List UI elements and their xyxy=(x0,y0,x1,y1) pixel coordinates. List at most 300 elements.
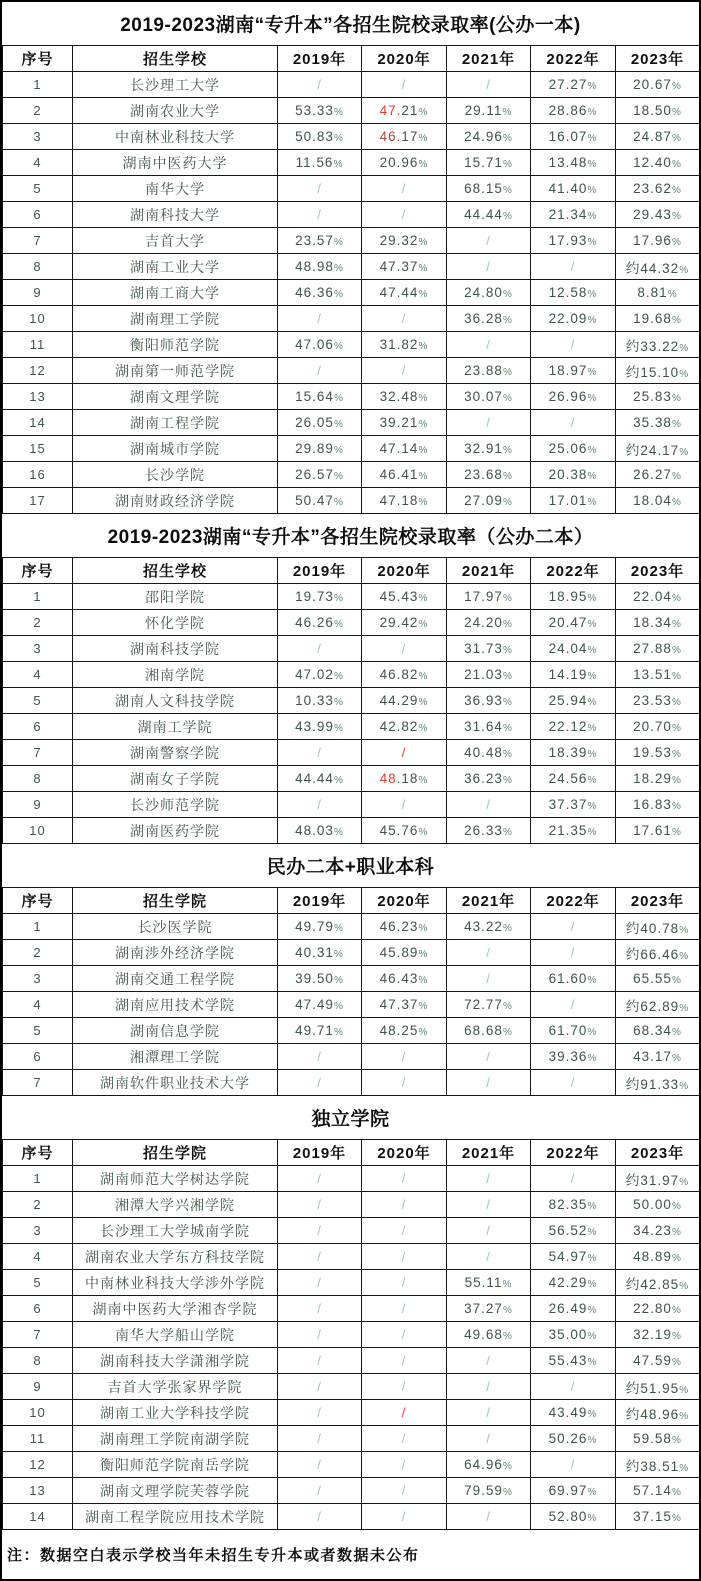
empty-marker: / xyxy=(401,181,407,196)
table-row xyxy=(3,818,700,844)
row-number: 9 xyxy=(3,1374,73,1400)
table-row xyxy=(3,488,700,514)
table-row xyxy=(3,228,700,254)
percent-sign: % xyxy=(671,1357,682,1368)
rate-cell-empty xyxy=(447,1044,531,1070)
column-header: 2022年 xyxy=(531,558,616,584)
rate-cell: 25.83% xyxy=(616,384,700,410)
empty-marker: / xyxy=(486,1197,491,1212)
percent-sign: % xyxy=(671,419,682,430)
percent-sign: % xyxy=(333,723,344,734)
rate-cell: 26.49% xyxy=(531,1296,616,1322)
percent-sign: % xyxy=(671,775,682,786)
red-marked-text: 47. xyxy=(379,103,402,118)
rate-cell: 42.82% xyxy=(362,714,447,740)
table-row xyxy=(3,1322,700,1348)
rate-cell-empty xyxy=(531,1166,616,1192)
empty-marker: / xyxy=(317,363,322,378)
rate-cell-empty xyxy=(362,1426,447,1452)
rate-cell: 26.57% xyxy=(278,462,362,488)
school-name: 湖南应用技术学院 xyxy=(73,992,278,1018)
percent-sign: % xyxy=(671,185,682,196)
rate-cell: 25.06% xyxy=(531,436,616,462)
percent-sign: % xyxy=(587,237,598,248)
rate-cell-empty xyxy=(531,1452,616,1478)
rate-cell-empty xyxy=(278,1374,362,1400)
percent-sign: % xyxy=(671,1305,682,1316)
row-number: 4 xyxy=(3,1244,73,1270)
header-row xyxy=(3,46,700,72)
rate-cell: 27.88% xyxy=(616,636,700,662)
empty-marker: / xyxy=(486,77,491,92)
empty-marker: / xyxy=(486,797,491,812)
table-row xyxy=(3,410,700,436)
column-header: 2020年 xyxy=(362,558,447,584)
table-row xyxy=(3,1296,700,1322)
table-row xyxy=(3,1426,700,1452)
percent-sign: % xyxy=(587,81,598,92)
rate-cell: 55.11% xyxy=(447,1270,531,1296)
rate-cell-empty xyxy=(278,1426,362,1452)
percent-sign: % xyxy=(671,237,682,248)
red-marked-text: 48 xyxy=(379,771,397,786)
empty-marker: / xyxy=(486,259,491,274)
rate-cell: 24.96% xyxy=(447,124,531,150)
table-row xyxy=(3,150,700,176)
percent-sign: % xyxy=(671,645,682,656)
rate-cell-empty xyxy=(278,1348,362,1374)
rate-cell: 39.36% xyxy=(531,1044,616,1070)
rate-cell: 47.02% xyxy=(278,662,362,688)
table-row xyxy=(3,384,700,410)
rate-cell: 39.21% xyxy=(362,410,447,436)
school-name: 湖南信息学院 xyxy=(73,1018,278,1044)
column-header: 2021年 xyxy=(447,888,531,914)
row-number: 8 xyxy=(3,1348,73,1374)
rate-cell: 26.05% xyxy=(278,410,362,436)
table-row xyxy=(3,1270,700,1296)
percent-sign: % xyxy=(418,949,429,960)
rate-cell: 47.49% xyxy=(278,992,362,1018)
row-number: 4 xyxy=(3,662,73,688)
rate-cell: 10.33% xyxy=(278,688,362,714)
rate-cell: 31.73% xyxy=(447,636,531,662)
rate-cell-empty xyxy=(278,72,362,98)
rate-cell-empty xyxy=(531,940,616,966)
rate-cell: 21.35% xyxy=(531,818,616,844)
percent-sign: % xyxy=(418,289,429,300)
table-row xyxy=(3,1400,700,1426)
table-row xyxy=(3,992,700,1018)
percent-sign: % xyxy=(671,697,682,708)
rate-cell-empty xyxy=(447,1192,531,1218)
percent-sign: % xyxy=(502,1279,513,1290)
rate-cell: 24.56% xyxy=(531,766,616,792)
table-title: 独立学院 xyxy=(311,1109,390,1130)
rate-cell: 64.96% xyxy=(447,1452,531,1478)
rate-cell: 36.93% xyxy=(447,688,531,714)
empty-marker: / xyxy=(317,1379,322,1394)
table-row xyxy=(3,662,700,688)
rate-cell: 72.77% xyxy=(447,992,531,1018)
percent-sign: % xyxy=(587,211,598,222)
percent-sign: % xyxy=(418,419,429,430)
percent-sign: % xyxy=(333,619,344,630)
rate-cell: 8.81% xyxy=(616,280,700,306)
school-name: 湖南农业大学东方科技学院 xyxy=(73,1244,278,1270)
table-row xyxy=(3,306,700,332)
percent-sign: % xyxy=(418,341,429,352)
percent-sign: % xyxy=(333,697,344,708)
column-header: 2023年 xyxy=(616,558,700,584)
percent-sign: % xyxy=(671,393,682,404)
percent-sign: % xyxy=(502,133,513,144)
school-name: 湖南人文科技学院 xyxy=(73,688,278,714)
percent-sign: % xyxy=(587,107,598,118)
percent-sign: % xyxy=(418,1001,429,1012)
percent-sign: % xyxy=(587,593,598,604)
empty-marker: / xyxy=(486,1405,491,1420)
rate-cell: 23.88% xyxy=(447,358,531,384)
column-header: 2022年 xyxy=(531,888,616,914)
percent-sign: % xyxy=(333,1027,344,1038)
percent-sign: % xyxy=(587,671,598,682)
table-row xyxy=(3,254,700,280)
row-number: 13 xyxy=(3,1478,73,1504)
percent-sign: % xyxy=(587,367,598,378)
rate-cell-empty xyxy=(278,1166,362,1192)
percent-sign: % xyxy=(418,975,429,986)
percent-sign: % xyxy=(333,923,344,934)
school-name: 湖南工学院 xyxy=(73,714,278,740)
percent-sign: % xyxy=(418,619,429,630)
table-row xyxy=(3,610,700,636)
table-row xyxy=(3,176,700,202)
rate-cell: 49.68% xyxy=(447,1322,531,1348)
rate-cell: 14.19% xyxy=(531,662,616,688)
rate-cell: 44.44% xyxy=(447,202,531,228)
percent-sign: % xyxy=(418,393,429,404)
rate-cell-empty xyxy=(531,1374,616,1400)
percent-sign: % xyxy=(418,471,429,482)
rate-cell-empty xyxy=(278,358,362,384)
empty-marker: / xyxy=(570,1379,576,1394)
empty-marker: / xyxy=(317,1301,322,1316)
rate-cell: 45.89% xyxy=(362,940,447,966)
rate-cell: 18.50% xyxy=(616,98,700,124)
table-row xyxy=(3,688,700,714)
data-table xyxy=(2,45,700,514)
school-name: 湖南城市学院 xyxy=(73,436,278,462)
percent-sign: % xyxy=(587,619,598,630)
rate-cell: 22.04% xyxy=(616,584,700,610)
empty-marker: / xyxy=(317,1483,322,1498)
table-header xyxy=(3,888,700,914)
row-number: 3 xyxy=(3,636,73,662)
rate-cell: 约42.85% xyxy=(616,1270,700,1296)
empty-marker: / xyxy=(486,1075,491,1090)
rate-cell: 47.06% xyxy=(278,332,362,358)
school-name: 湖南女子学院 xyxy=(73,766,278,792)
percent-sign: % xyxy=(587,1279,598,1290)
percent-sign: % xyxy=(333,237,344,248)
school-name: 湖南师范大学树达学院 xyxy=(73,1166,278,1192)
rate-cell: 26.33% xyxy=(447,818,531,844)
rate-cell: 53.33% xyxy=(278,98,362,124)
percent-sign: % xyxy=(502,749,513,760)
empty-marker: / xyxy=(317,1075,322,1090)
percent-sign: % xyxy=(671,749,682,760)
rate-cell-empty xyxy=(362,1244,447,1270)
school-name: 湖南交通工程学院 xyxy=(73,966,278,992)
school-name: 湖南工程学院应用技术学院 xyxy=(73,1504,278,1530)
percent-sign: % xyxy=(333,289,344,300)
percent-sign: % xyxy=(333,775,344,786)
rate-cell: 22.80% xyxy=(616,1296,700,1322)
empty-marker: / xyxy=(486,945,491,960)
header-row xyxy=(3,888,700,914)
table-row xyxy=(3,202,700,228)
percent-sign: % xyxy=(587,1435,598,1446)
percent-sign: % xyxy=(587,1253,598,1264)
percent-sign: % xyxy=(502,185,513,196)
percent-sign: % xyxy=(418,237,429,248)
column-header: 2022年 xyxy=(531,1140,616,1166)
rate-cell: 20.70% xyxy=(616,714,700,740)
rate-cell: 20.47% xyxy=(531,610,616,636)
rate-cell: 55.43% xyxy=(531,1348,616,1374)
percent-sign: % xyxy=(333,975,344,986)
rate-cell: 29.11% xyxy=(447,98,531,124)
school-name: 湘南学院 xyxy=(73,662,278,688)
percent-sign: % xyxy=(502,923,513,934)
empty-marker: / xyxy=(570,337,576,352)
rate-cell: 48.89% xyxy=(616,1244,700,1270)
row-number: 17 xyxy=(3,488,73,514)
table-body xyxy=(3,914,700,1096)
empty-marker: / xyxy=(486,971,491,986)
column-header: 2019年 xyxy=(278,888,362,914)
rate-cell: 16.07% xyxy=(531,124,616,150)
column-header: 2021年 xyxy=(447,46,531,72)
school-name: 怀化学院 xyxy=(73,610,278,636)
rate-cell-empty xyxy=(362,1218,447,1244)
percent-sign: % xyxy=(671,1053,682,1064)
table-row xyxy=(3,332,700,358)
rate-cell: 18.34% xyxy=(616,610,700,636)
row-number: 16 xyxy=(3,462,73,488)
school-name: 湖南科技学院 xyxy=(73,636,278,662)
rate-cell-empty xyxy=(447,1070,531,1096)
data-table xyxy=(2,557,700,844)
rate-cell-empty xyxy=(278,1270,362,1296)
percent-sign: % xyxy=(587,315,598,326)
row-number: 4 xyxy=(3,992,73,1018)
rate-cell-empty xyxy=(362,1478,447,1504)
rate-cell-empty xyxy=(278,306,362,332)
rate-cell-empty xyxy=(362,1504,447,1530)
percent-sign: % xyxy=(587,289,598,300)
empty-marker: / xyxy=(401,1301,407,1316)
percent-sign: % xyxy=(671,159,682,170)
percent-sign: % xyxy=(418,671,429,682)
rate-cell: 35.38% xyxy=(616,410,700,436)
table-row xyxy=(3,1070,700,1096)
empty-marker: / xyxy=(317,745,322,760)
row-number: 10 xyxy=(3,1400,73,1426)
row-number: 10 xyxy=(3,306,73,332)
table-header xyxy=(3,1140,700,1166)
table-private-vocational xyxy=(2,844,699,1096)
percent-sign: % xyxy=(418,723,429,734)
percent-sign: % xyxy=(502,445,513,456)
rate-cell: 12.40% xyxy=(616,150,700,176)
row-number: 14 xyxy=(3,1504,73,1530)
rate-cell-empty xyxy=(531,254,616,280)
rate-cell: 29.32% xyxy=(362,228,447,254)
empty-marker: / xyxy=(317,207,322,222)
percent-sign: % xyxy=(679,950,690,962)
rate-cell: 43.49% xyxy=(531,1400,616,1426)
rate-cell: 27.09% xyxy=(447,488,531,514)
school-name: 湖南涉外经济学院 xyxy=(73,940,278,966)
column-header: 2020年 xyxy=(362,888,447,914)
row-number: 9 xyxy=(3,280,73,306)
percent-sign: % xyxy=(671,1201,682,1212)
percent-sign: % xyxy=(587,775,598,786)
school-name: 衡阳师范学院 xyxy=(73,332,278,358)
row-number: 10 xyxy=(3,818,73,844)
empty-marker: / xyxy=(401,1509,407,1524)
school-name: 湖南工业大学科技学院 xyxy=(73,1400,278,1426)
rate-cell: 17.96% xyxy=(616,228,700,254)
table-row xyxy=(3,1374,700,1400)
rate-cell: 27.27% xyxy=(531,72,616,98)
row-number: 8 xyxy=(3,766,73,792)
empty-marker: / xyxy=(317,1327,322,1342)
table-row xyxy=(3,1452,700,1478)
row-number: 7 xyxy=(3,1322,73,1348)
percent-sign: % xyxy=(679,264,690,276)
row-number: 5 xyxy=(3,176,73,202)
table-body xyxy=(3,72,700,514)
rate-cell: 31.82% xyxy=(362,332,447,358)
empty-marker: / xyxy=(401,1457,407,1472)
rate-cell-empty xyxy=(362,358,447,384)
percent-sign: % xyxy=(502,159,513,170)
rate-cell: 52.80% xyxy=(531,1504,616,1530)
school-name: 湖南文理学院 xyxy=(73,384,278,410)
rate-cell: 25.94% xyxy=(531,688,616,714)
column-header: 序号 xyxy=(3,46,73,72)
rate-cell-empty xyxy=(278,740,362,766)
rate-cell-empty xyxy=(447,1504,531,1530)
table-body xyxy=(3,1166,700,1530)
row-number: 12 xyxy=(3,1452,73,1478)
empty-marker: / xyxy=(401,1327,407,1342)
percent-sign: % xyxy=(587,185,598,196)
rate-cell-empty xyxy=(447,1374,531,1400)
percent-sign: % xyxy=(333,159,344,170)
rate-cell: 50.47% xyxy=(278,488,362,514)
percent-sign: % xyxy=(587,471,598,482)
row-number: 2 xyxy=(3,940,73,966)
rate-cell-empty xyxy=(362,1348,447,1374)
rate-cell: 15.71% xyxy=(447,150,531,176)
table-row xyxy=(3,1244,700,1270)
rate-cell-empty xyxy=(278,1452,362,1478)
rate-cell-empty xyxy=(278,1044,362,1070)
rate-cell-empty xyxy=(447,1426,531,1452)
school-name: 湘潭大学兴湘学院 xyxy=(73,1192,278,1218)
percent-sign: % xyxy=(671,723,682,734)
rate-cell: 47.37% xyxy=(362,254,447,280)
table-row xyxy=(3,1018,700,1044)
column-header: 2023年 xyxy=(616,888,700,914)
school-name: 湖南中医药大学湘杏学院 xyxy=(73,1296,278,1322)
column-header: 2022年 xyxy=(531,46,616,72)
rate-cell: 26.96% xyxy=(531,384,616,410)
column-header: 2021年 xyxy=(447,558,531,584)
table-row xyxy=(3,124,700,150)
table-row xyxy=(3,1218,700,1244)
percent-sign: % xyxy=(502,1027,513,1038)
rate-cell: 约38.51% xyxy=(616,1452,700,1478)
table-row xyxy=(3,462,700,488)
row-number: 4 xyxy=(3,150,73,176)
footnote: 注：数据空白表示学校当年未招生专升本或者数据未公布 xyxy=(7,1546,420,1564)
rate-cell: 约31.97% xyxy=(616,1166,700,1192)
percent-sign: % xyxy=(671,133,682,144)
rate-cell: 35.00% xyxy=(531,1322,616,1348)
row-number: 11 xyxy=(3,1426,73,1452)
school-name: 湖南工程学院 xyxy=(73,410,278,436)
empty-marker: / xyxy=(401,1249,407,1264)
row-number: 5 xyxy=(3,1270,73,1296)
rate-cell: 37.15% xyxy=(616,1504,700,1530)
rate-cell: 43.17% xyxy=(616,1044,700,1070)
rate-cell: 17.01% xyxy=(531,488,616,514)
school-name: 湘潭理工学院 xyxy=(73,1044,278,1070)
data-table xyxy=(2,1139,700,1530)
table-public-tier2 xyxy=(2,514,699,844)
percent-sign: % xyxy=(502,497,513,508)
table-row xyxy=(3,766,700,792)
empty-marker: / xyxy=(401,207,407,222)
percent-sign: % xyxy=(679,924,690,936)
rate-cell: 28.86% xyxy=(531,98,616,124)
percent-sign: % xyxy=(502,1001,513,1012)
rate-cell: 约91.33% xyxy=(616,1070,700,1096)
school-name: 邵阳学院 xyxy=(73,584,278,610)
percent-sign: % xyxy=(587,445,598,456)
rate-cell: 22.12% xyxy=(531,714,616,740)
rate-cell: 约40.78% xyxy=(616,914,700,940)
percent-sign: % xyxy=(679,1176,690,1188)
empty-marker: / xyxy=(317,181,322,196)
table-row xyxy=(3,584,700,610)
rate-cell: 29.43% xyxy=(616,202,700,228)
table-row xyxy=(3,98,700,124)
rate-cell: 18.29% xyxy=(616,766,700,792)
percent-sign: % xyxy=(667,289,678,300)
rate-cell: 19.73% xyxy=(278,584,362,610)
table-row xyxy=(3,1504,700,1530)
rate-cell: 17.97% xyxy=(447,584,531,610)
percent-sign: % xyxy=(587,497,598,508)
percent-sign: % xyxy=(502,393,513,404)
school-name: 长沙理工大学 xyxy=(73,72,278,98)
